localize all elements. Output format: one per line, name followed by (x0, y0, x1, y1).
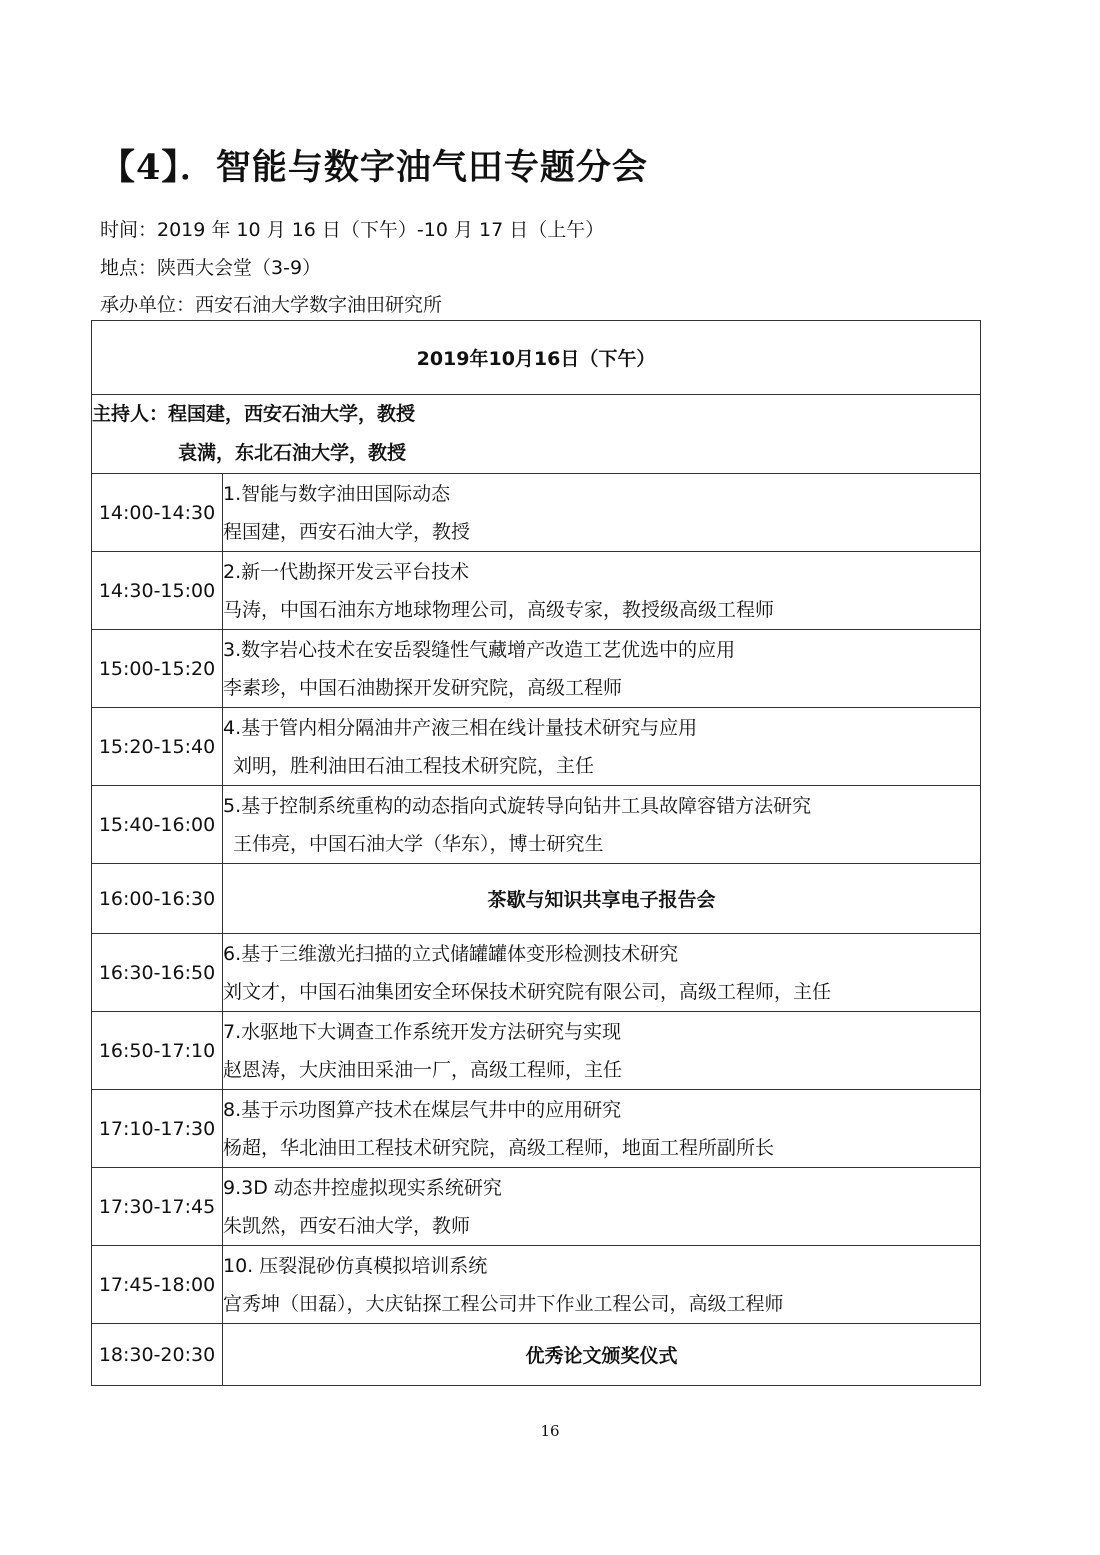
talk-speaker: 刘文才，中国石油集团安全环保技术研究院有限公司，高级工程师，主任 (223, 980, 832, 1003)
table-row (92, 1168, 981, 1246)
talk-cell (223, 552, 981, 630)
talk-title: 7.水驱地下大调查工作系统开发方法研究与实现 (223, 1020, 622, 1043)
time-slot: 15:20-15:40 (92, 708, 223, 786)
award-row (92, 1324, 981, 1386)
talk-cell (223, 630, 981, 708)
time-slot: 16:00-16:30 (92, 864, 223, 934)
talk-cell (223, 474, 981, 552)
talk-speaker: 李素珍，中国石油勘探开发研究院，高级工程师 (223, 676, 623, 699)
session-title: 【4】．智能与数字油气田专题分会 (100, 147, 648, 188)
session-location: 地点：陕西大会堂（3-9） (100, 257, 322, 279)
time-slot: 17:10-17:30 (92, 1090, 223, 1168)
talk-speaker: 宫秀坤（田磊），大庆钻探工程公司井下作业工程公司，高级工程师 (223, 1292, 784, 1315)
table-row (92, 552, 981, 630)
time-slot: 18:30-20:30 (92, 1324, 223, 1386)
time-slot: 15:40-16:00 (92, 786, 223, 864)
talk-title: 5.基于控制系统重构的动态指向式旋转导向钻井工具故障容错方法研究 (223, 794, 812, 817)
talk-cell (223, 934, 981, 1012)
talk-title: 9.3D 动态井控虚拟现实系统研究 (223, 1176, 502, 1199)
table-row (92, 1246, 981, 1324)
table-row (92, 786, 981, 864)
break-row (92, 864, 981, 934)
break-label: 茶歇与知识共享电子报告会 (223, 864, 981, 934)
talk-title: 3.数字岩心技术在安岳裂缝性气藏增产改造工艺优选中的应用 (223, 638, 736, 661)
table-row (92, 1012, 981, 1090)
time-slot: 17:30-17:45 (92, 1168, 223, 1246)
talk-cell (223, 1012, 981, 1090)
time-slot: 16:30-16:50 (92, 934, 223, 1012)
hosts-cell (92, 395, 981, 474)
talk-cell (223, 708, 981, 786)
talk-title: 8.基于示功图算产技术在煤层气井中的应用研究 (223, 1098, 622, 1121)
talk-title: 6.基于三维激光扫描的立式储罐罐体变形检测技术研究 (223, 942, 679, 965)
talk-speaker: 朱凯然，西安石油大学，教师 (223, 1214, 471, 1237)
table-row (92, 934, 981, 1012)
time-slot: 17:45-18:00 (92, 1246, 223, 1324)
talk-title: 4.基于管内相分隔油井产液三相在线计量技术研究与应用 (223, 716, 698, 739)
talk-speaker: 杨超，华北油田工程技术研究院，高级工程师，地面工程所副所长 (223, 1136, 775, 1159)
talk-cell (223, 1246, 981, 1324)
table-row (92, 630, 981, 708)
session-time: 时间：2019 年 10 月 16 日（下午）-10 月 17 日（上午） (100, 219, 605, 241)
table-row (92, 708, 981, 786)
time-slot: 16:50-17:10 (92, 1012, 223, 1090)
host-primary: 主持人：程国建，西安石油大学，教授 (92, 403, 416, 425)
talk-title: 1.智能与数字油田国际动态 (223, 482, 451, 505)
talk-speaker: 程国建，西安石油大学，教授 (223, 520, 471, 543)
table-row (92, 474, 981, 552)
hosts-row (92, 395, 981, 474)
award-label: 优秀论文颁奖仪式 (223, 1324, 981, 1386)
date-row (92, 321, 981, 395)
talk-title: 2.新一代勘探开发云平台技术 (223, 560, 470, 583)
time-slot: 15:00-15:20 (92, 630, 223, 708)
talk-cell (223, 786, 981, 864)
talk-cell (223, 1168, 981, 1246)
session-organizer: 承办单位：西安石油大学数字油田研究所 (100, 294, 443, 316)
talk-title: 10. 压裂混砂仿真模拟培训系统 (223, 1254, 488, 1277)
talk-speaker: 刘明，胜利油田石油工程技术研究院，主任 (233, 754, 595, 777)
page-number: 16 (540, 1422, 560, 1440)
date-heading: 2019年10月16日（下午） (92, 321, 981, 395)
schedule-table (91, 320, 981, 1386)
time-slot: 14:30-15:00 (92, 552, 223, 630)
talk-cell (223, 1090, 981, 1168)
talk-speaker: 马涛，中国石油东方地球物理公司，高级专家，教授级高级工程师 (223, 598, 775, 621)
table-row (92, 1090, 981, 1168)
time-slot: 14:00-14:30 (92, 474, 223, 552)
talk-speaker: 赵恩涛，大庆油田采油一厂，高级工程师，主任 (223, 1058, 623, 1081)
talk-speaker: 王伟亮，中国石油大学（华东），博士研究生 (233, 832, 604, 855)
host-secondary: 袁满，东北石油大学，教授 (178, 442, 407, 464)
